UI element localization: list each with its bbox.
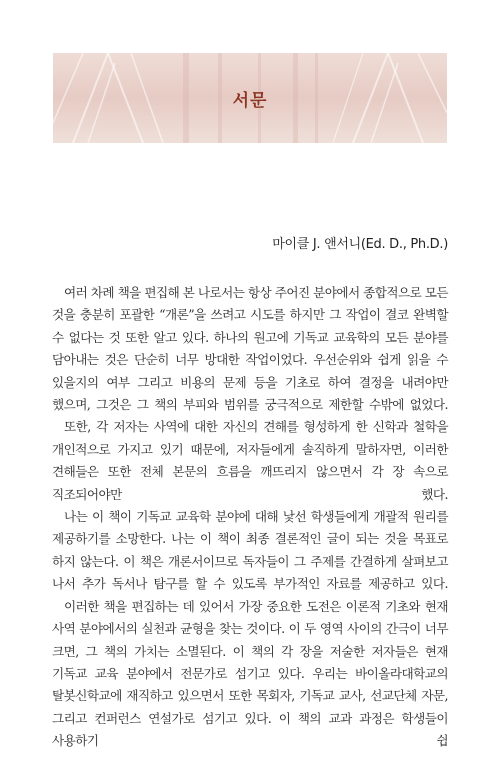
paragraph: 이러한 책을 편집하는 데 있어서 가장 중요한 도전은 이론적 기초와 현재 사역 분야에서의 실천과 균형을 찾는 것이다. 이 두 영역 사이의 간극이 너무 크면, 그 책의 가치는 소멸된다. 이 책의 각 장을 저술한 저자들은 현재 기독교 교육 분야에서 전문가로 섬기고 있다. 우리는 바이올라대학교의 탈봇신학교에 재직하고 있으면서 또한 목회자, 기독교 교사, 선교단체 자문, 그리고 컨퍼런스 연설가로 섬기고 있다. 이 책의 교과 과정은 학생들이 사용하기 쉽 xyxy=(52,598,448,749)
author-byline: 마이클 J. 앤서니(Ed. D., Ph.D.) xyxy=(272,237,448,252)
page-title: 서문 xyxy=(232,90,268,111)
paragraph: 또한, 각 저자는 사역에 대한 자신의 견해를 형성하게 한 신학과 철학을 개인적으로 가지고 있기 때문에, 저자들에게 솔직하게 말하자면, 이러한 견해들은 또한 전체 본문의 흐름을 깨뜨리지 않으면서 각 장 속으로 직조되어야만 했다. xyxy=(52,419,448,502)
paragraph: 나는 이 책이 기독교 교육학 분야에 대해 낯선 학생들에게 개괄적 원리를 제공하기를 소망한다. 나는 이 책이 최종 결론적인 글이 되는 것을 목표로 하지 않는다. 이 책은 개론서이므로 독자들이 그 주제를 간결하게 살펴보고 나서 추가 독서나 탐구를 할 수 있도록 부가적인 자료를 제공하고 있다. xyxy=(52,509,448,592)
chapter-banner xyxy=(53,53,447,143)
paragraph: 여러 차례 책을 편집해 본 나로서는 항상 주어진 분야에서 종합적으로 모든 것을 충분히 포괄한 “개론”을 쓰려고 시도를 하지만 그 작업이 결코 완벽할 수 없다는 것 또한 알고 있다. 하나의 원고에 기독교 교육학의 모든 분야를 담아내는 것은 단순히 너무 방대한 작업이었다. 우선순위와 쉽게 읽을 수 있을지의 여부 그리고 비용의 문제 등을 기초로 하여 결정을 내려야만 했으며, 그것은 그 책의 부피와 범위를 궁극적으로 제한할 수밖에 없었다. xyxy=(52,285,448,413)
body-text xyxy=(52,282,448,753)
